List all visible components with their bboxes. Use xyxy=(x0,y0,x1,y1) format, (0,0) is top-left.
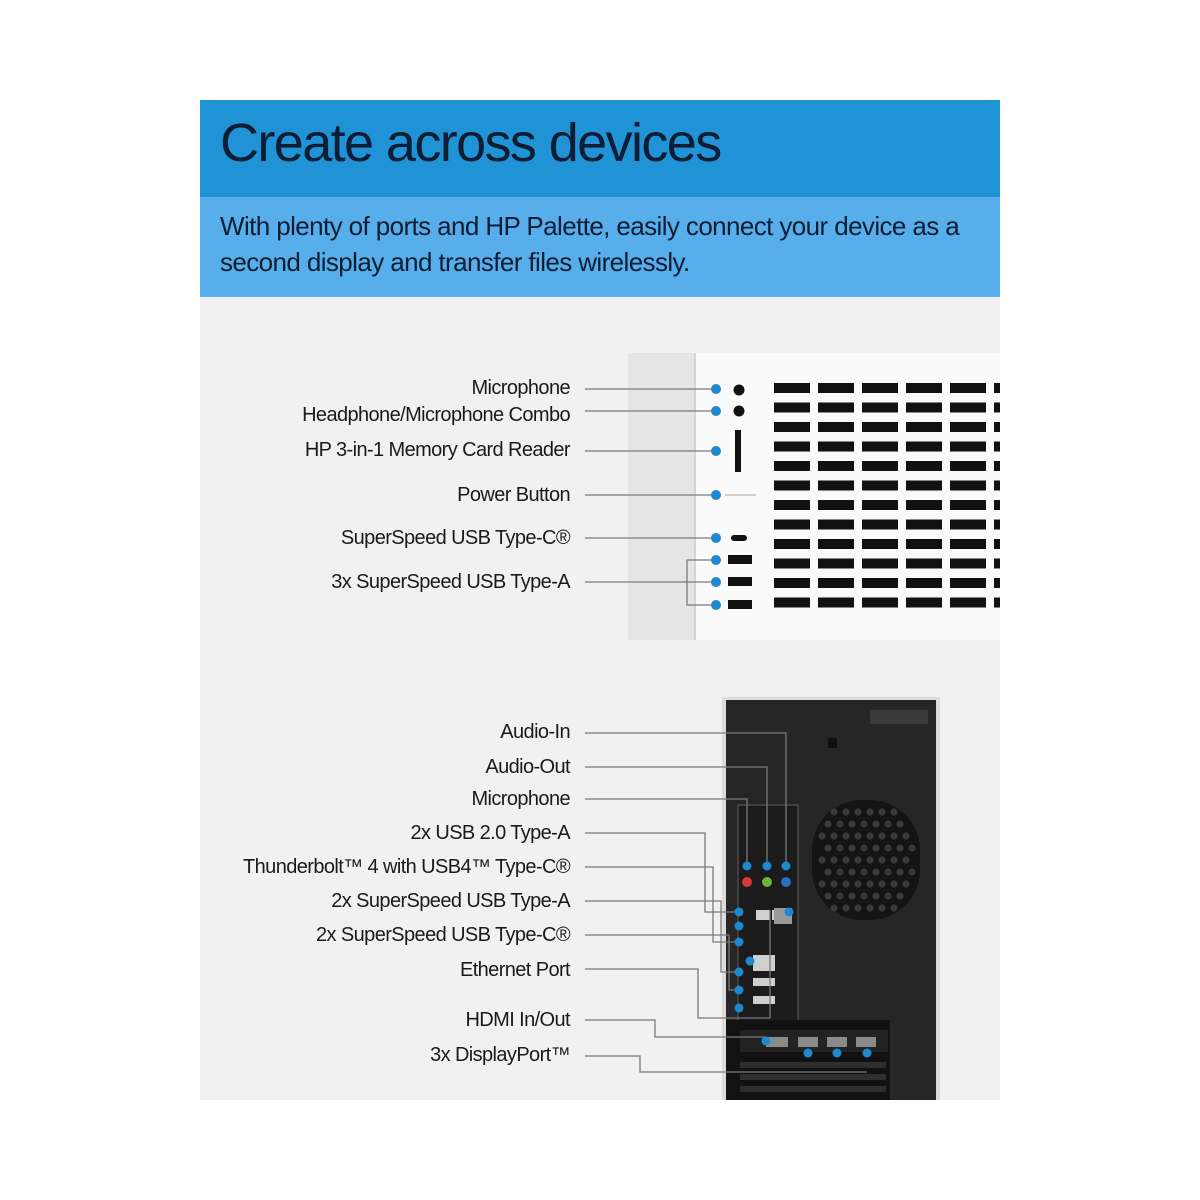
vent-slot xyxy=(774,442,810,452)
label-microphone-rear: Microphone xyxy=(471,788,570,810)
vent-slot xyxy=(818,383,854,393)
vent-slot xyxy=(774,383,810,393)
fan-hole xyxy=(855,857,862,864)
vent-slot xyxy=(906,422,942,432)
page-subtitle: With plenty of ports and HP Palette, easily connect your device as a second display and transfer files wirelessly. xyxy=(220,211,960,277)
vent-slot xyxy=(994,520,1000,530)
fan-hole xyxy=(819,857,826,864)
label-usb-c-rear: 2x SuperSpeed USB Type-C® xyxy=(316,924,570,946)
vent-slot xyxy=(862,539,898,549)
fan-hole xyxy=(843,905,850,912)
audio-jack-icon xyxy=(762,877,772,887)
fan-hole xyxy=(855,833,862,840)
label-microphone-front: Microphone xyxy=(471,377,570,399)
fan-hole xyxy=(855,809,862,816)
fan-hole xyxy=(843,881,850,888)
page-title: Create across devices xyxy=(220,113,721,173)
label-thunderbolt: Thunderbolt™ 4 with USB4™ Type-C® xyxy=(243,856,570,878)
vent-slot xyxy=(994,383,1000,393)
fan-hole xyxy=(873,845,880,852)
fan-hole xyxy=(879,809,886,816)
slot-cover xyxy=(740,1062,886,1068)
label-ethernet: Ethernet Port xyxy=(459,959,570,981)
fan-hole xyxy=(909,845,916,852)
vent-slot xyxy=(906,500,942,510)
vent-slot xyxy=(862,461,898,471)
vent-slot xyxy=(774,461,810,471)
vent-slot xyxy=(994,403,1000,413)
fan-hole xyxy=(819,833,826,840)
usb-c-port-icon xyxy=(731,535,747,541)
vent-slot xyxy=(818,598,854,608)
fan-hole xyxy=(837,869,844,876)
vent-slot xyxy=(774,598,810,608)
vent-slot xyxy=(774,422,810,432)
vent-slot xyxy=(862,442,898,452)
fan-hole xyxy=(873,821,880,828)
vent-slot xyxy=(906,539,942,549)
card-reader-slot-icon xyxy=(735,430,741,472)
fan-hole xyxy=(849,845,856,852)
fan-hole xyxy=(855,881,862,888)
vent-slot xyxy=(862,422,898,432)
fan-hole xyxy=(855,905,862,912)
label-usb-c-front: SuperSpeed USB Type-C® xyxy=(340,527,570,549)
label-usb-a-front: 3x SuperSpeed USB Type-A xyxy=(331,571,570,593)
fan-hole xyxy=(891,833,898,840)
vent-slot xyxy=(950,383,986,393)
displayport-icon xyxy=(856,1037,876,1047)
fan-hole xyxy=(825,845,832,852)
fan-hole xyxy=(861,893,868,900)
vent-slot xyxy=(862,559,898,569)
vent-slot xyxy=(818,403,854,413)
fan-hole xyxy=(891,905,898,912)
vent-slot xyxy=(950,422,986,432)
vent-slot xyxy=(950,520,986,530)
vent-slot xyxy=(906,598,942,608)
label-usb-a-rear: 2x SuperSpeed USB Type-A xyxy=(331,890,570,912)
headphone-jack-icon xyxy=(734,406,745,417)
slot-cover xyxy=(740,1074,886,1080)
fan-hole xyxy=(861,845,868,852)
fan-hole xyxy=(891,881,898,888)
audio-jack-icon xyxy=(742,877,752,887)
slot-cover xyxy=(740,1086,886,1092)
fan-hole xyxy=(867,905,874,912)
vent-slot xyxy=(818,500,854,510)
fan-hole xyxy=(825,869,832,876)
fan-hole xyxy=(891,809,898,816)
fan-hole xyxy=(879,905,886,912)
vent-slot xyxy=(906,383,942,393)
vent-slot xyxy=(994,422,1000,432)
fan-hole xyxy=(837,821,844,828)
fan-hole xyxy=(885,821,892,828)
front-panel-illustration xyxy=(628,353,1000,640)
vent-slot xyxy=(774,578,810,588)
vent-slot xyxy=(994,539,1000,549)
vent-slot xyxy=(862,598,898,608)
label-audio-out: Audio-Out xyxy=(485,756,570,778)
vent-slot xyxy=(818,578,854,588)
fan-hole xyxy=(825,821,832,828)
fan-hole xyxy=(843,833,850,840)
fan-hole xyxy=(831,881,838,888)
vent-slot xyxy=(950,559,986,569)
fan-hole xyxy=(849,821,856,828)
fan-hole xyxy=(903,833,910,840)
label-hdmi: HDMI In/Out xyxy=(465,1009,570,1031)
vent-slot xyxy=(862,578,898,588)
vent-slot xyxy=(818,559,854,569)
vent-slot xyxy=(862,520,898,530)
fan-hole xyxy=(909,869,916,876)
vent-slot xyxy=(994,461,1000,471)
vent-slot xyxy=(818,539,854,549)
vent-slot xyxy=(774,559,810,569)
fan-hole xyxy=(831,857,838,864)
fan-hole xyxy=(879,833,886,840)
fan-hole xyxy=(873,869,880,876)
ports-diagram xyxy=(200,100,1000,1100)
label-displayport: 3x DisplayPort™ xyxy=(430,1044,570,1066)
rear-panel-illustration xyxy=(722,697,940,1100)
fan-hole xyxy=(903,881,910,888)
audio-jack-icon xyxy=(781,877,791,887)
fan-hole xyxy=(867,809,874,816)
fan-hole xyxy=(843,809,850,816)
label-headphone-combo: Headphone/Microphone Combo xyxy=(302,404,570,426)
vent-slot xyxy=(862,403,898,413)
label-audio-in: Audio-In xyxy=(500,721,570,743)
vent-slot xyxy=(774,403,810,413)
vent-slot xyxy=(818,442,854,452)
fan-hole xyxy=(867,857,874,864)
vent-slot xyxy=(818,422,854,432)
vent-slot xyxy=(906,520,942,530)
vent-slot xyxy=(950,539,986,549)
vent-slot xyxy=(950,598,986,608)
label-usb2-rear: 2x USB 2.0 Type-A xyxy=(410,822,570,844)
vent-slot xyxy=(994,481,1000,491)
vent-slot xyxy=(774,539,810,549)
vent-slot xyxy=(906,442,942,452)
fan-hole xyxy=(843,857,850,864)
fan-hole xyxy=(831,905,838,912)
displayport-icon xyxy=(798,1037,818,1047)
vent-slot xyxy=(950,481,986,491)
vent-slot xyxy=(994,500,1000,510)
vent-slot xyxy=(862,383,898,393)
fan-hole xyxy=(885,893,892,900)
fan-hole xyxy=(849,893,856,900)
vent-slot xyxy=(818,481,854,491)
vent-slot xyxy=(862,500,898,510)
vent-slot xyxy=(906,578,942,588)
vent-slot xyxy=(818,461,854,471)
fan-hole xyxy=(897,893,904,900)
vent-slot xyxy=(774,500,810,510)
vent-slot xyxy=(906,559,942,569)
fan-hole xyxy=(837,845,844,852)
fan-hole xyxy=(897,845,904,852)
vent-slot xyxy=(950,442,986,452)
vent-slot xyxy=(818,520,854,530)
vent-slot xyxy=(994,442,1000,452)
fan-hole xyxy=(897,821,904,828)
fan-hole xyxy=(861,821,868,828)
vent-slot xyxy=(950,500,986,510)
vent-slot xyxy=(906,461,942,471)
fan-hole xyxy=(885,845,892,852)
feature-card xyxy=(200,100,1000,1100)
fan-hole xyxy=(849,869,856,876)
vent-slot xyxy=(906,403,942,413)
fan-hole xyxy=(903,857,910,864)
vent-slot xyxy=(994,578,1000,588)
displayport-icon xyxy=(827,1037,847,1047)
microphone-jack-icon xyxy=(734,385,745,396)
label-power-button: Power Button xyxy=(457,484,570,506)
front-panel-face xyxy=(695,353,1000,640)
usb-a-port-icon xyxy=(728,600,752,609)
vent-slot xyxy=(994,598,1000,608)
fan-hole xyxy=(885,869,892,876)
vent-slot xyxy=(774,520,810,530)
fan-hole xyxy=(861,869,868,876)
fan-hole xyxy=(831,809,838,816)
fan-hole xyxy=(879,881,886,888)
fan-hole xyxy=(837,893,844,900)
fan-hole xyxy=(819,881,826,888)
fan-hole xyxy=(879,857,886,864)
vent-slot xyxy=(906,481,942,491)
vent-slot xyxy=(774,481,810,491)
usb-a-port-icon xyxy=(728,577,752,586)
fan-hole xyxy=(891,857,898,864)
fan-hole xyxy=(825,893,832,900)
fan-hole xyxy=(867,881,874,888)
fan-hole xyxy=(867,833,874,840)
fan-hole xyxy=(897,869,904,876)
vent-slot xyxy=(994,559,1000,569)
usb-a-port-icon xyxy=(728,555,752,564)
vent-slot xyxy=(950,461,986,471)
fan-hole xyxy=(873,893,880,900)
fan-hole xyxy=(831,833,838,840)
vent-slot xyxy=(950,578,986,588)
lock-slot-icon xyxy=(828,738,837,748)
label-card-reader: HP 3-in-1 Memory Card Reader xyxy=(304,439,570,461)
vent-slot xyxy=(862,481,898,491)
vent-slot xyxy=(950,403,986,413)
